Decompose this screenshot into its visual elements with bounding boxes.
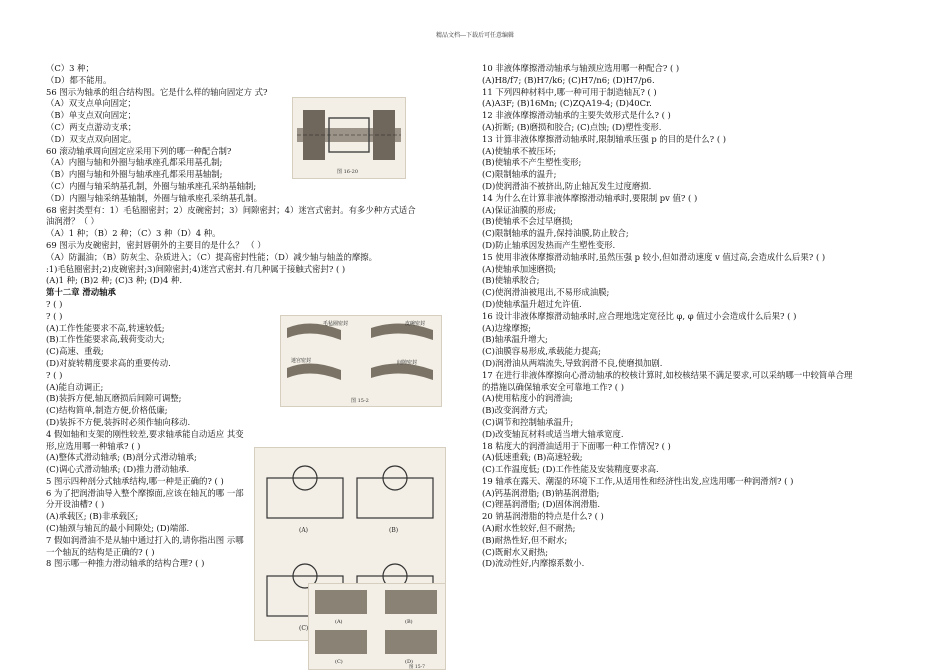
left-text-line: （C）两支点游动支承； bbox=[46, 121, 137, 132]
bearing-assembly-caption: 图 16-20 bbox=[337, 169, 359, 175]
left-text-line: （C）3 种； bbox=[46, 63, 94, 73]
left-text-line: 5 图示四种剖分式轴承结构,哪一种是正确的? ( ) bbox=[46, 475, 224, 486]
right-text-line: 18 粘度大的润滑油适用于下面哪一种工作情况? ( ) bbox=[482, 440, 671, 451]
right-text-line: (A)边缘摩擦; bbox=[482, 322, 531, 333]
seal-label-gap: 间隙密封 bbox=[397, 360, 418, 366]
left-text-line: (A)1 种; (B)2 种; (C)3 种; (D)4 种. bbox=[46, 275, 183, 286]
bush-caption: 图 15-7 bbox=[409, 665, 426, 669]
right-text-line: (D)使润滑油不被挤出,防止轴瓦发生过度磨损. bbox=[482, 180, 652, 191]
bearing-bush-figure bbox=[308, 583, 446, 670]
bearing-assembly-drawing bbox=[293, 98, 405, 178]
right-text-line: (B)耐热性好,但不耐水; bbox=[482, 534, 568, 545]
left-text-line: ? ( ) bbox=[46, 298, 63, 309]
left-text-line: (C)调心式滑动轴承; (D)推力滑动轴承. bbox=[46, 464, 190, 475]
left-text-line: 56 图示为轴承的组合结构图。它是什么样的轴向固定方 式? bbox=[46, 86, 268, 97]
left-text-line: （C）内圈与轴采纳基孔制，外圈与轴承座孔采纳基轴制; bbox=[46, 180, 257, 191]
left-text-line: 6 为了把润滑油导入整个摩擦面,应该在轴瓦的哪 一部 bbox=[46, 487, 244, 498]
seal-types-figure bbox=[280, 315, 442, 407]
right-text-line: (A)保证油膜的形成; bbox=[482, 204, 557, 215]
left-text-line: 60 滚动轴承周向固定应采用下列的哪一种配合制? bbox=[46, 145, 232, 156]
right-text-line: (C)限制轴承的温升; bbox=[482, 169, 557, 180]
seal-label-felt: 毛毡圈密封 bbox=[323, 321, 349, 327]
left-text-line: （B）内圈与轴和外圈与轴承座孔都采用基轴制; bbox=[46, 169, 223, 180]
right-text-line: 17 在进行非液体摩擦向心滑动轴承的校核计算时,如校核结果不满足要求,可以采纳哪一中较简单合理 bbox=[482, 369, 853, 380]
left-text-line: 分开设油槽? ( ) bbox=[46, 499, 105, 510]
right-text-line: (D)防止轴承因发热而产生塑性变形. bbox=[482, 239, 616, 250]
right-text-line: (B)使轴承胶合; bbox=[482, 275, 540, 286]
right-column bbox=[482, 63, 912, 570]
left-text-line: 8 图示哪一种推力滑动轴承的结构合理? ( ) bbox=[46, 558, 205, 569]
left-text-line: 69 图示为皮碗密封，密封唇朝外的主要目的是什么？ （ ） bbox=[46, 239, 266, 250]
right-text-line: (C)限制轴承的温升,保持油膜,防止胶合; bbox=[482, 228, 629, 239]
left-text-line: (C)结构简单,制造方便,价格低廉; bbox=[46, 405, 168, 416]
left-text-line: 68 密封类型有：1）毛毡圈密封；2）皮碗密封；3）间隙密封；4）迷宫式密封。有多少种方式适合 bbox=[46, 204, 416, 215]
right-text-line: 19 轴承在露天、潮湿的环境下工作,从适用性和经济性出发,应选用哪一种润滑剂? ( ) bbox=[482, 475, 794, 486]
left-text-line: ? ( ) bbox=[46, 369, 63, 380]
right-text-line: (C)油膜容易形成,承载能力提高; bbox=[482, 346, 601, 357]
left-text-line: ? ( ) bbox=[46, 310, 63, 321]
split-bearing-label-a: (A) bbox=[299, 527, 309, 534]
left-text-line: 7 假如润滑油不是从轴中通过打入的,请你指出图 示哪 bbox=[46, 534, 244, 545]
right-text-line: (C)工作温度低; (D)工作性能及安装精度要求高. bbox=[482, 464, 659, 475]
right-text-line: (D)润滑油从两端流失,导致润滑不良,使磨损加剧. bbox=[482, 357, 663, 368]
left-text-line: (C)轴颈与轴瓦的最小间隙处; (D)端部. bbox=[46, 523, 190, 534]
right-text-line: (D)改变轴瓦材料或适当增大轴承宽度. bbox=[482, 428, 624, 439]
right-text-line: (A)A3F; (B)16Mn; (C)ZQA19-4; (D)40Cr. bbox=[482, 98, 652, 109]
right-text-line: (A)使用粘度小的润滑油; bbox=[482, 393, 573, 404]
seal-label-lip: 皮碗密封 bbox=[405, 321, 426, 327]
left-text-line: （B）单支点双向固定； bbox=[46, 110, 136, 121]
right-text-line: 15 使用非液体摩擦滑动轴承时,虽然压强 p 较小,但如滑动速度 v 值过高,会造成什么后果? ( ) bbox=[482, 251, 826, 262]
bush-label-b: (B) bbox=[405, 619, 413, 625]
right-text-line: (B)改变润滑方式; bbox=[482, 405, 548, 416]
seal-label-labyrinth: 迷宫密封 bbox=[291, 358, 312, 364]
split-bearing-label-b: (B) bbox=[389, 527, 399, 534]
left-text-line: 第十二章 滑动轴承 bbox=[46, 287, 116, 298]
right-text-line: (C)调节和控制轴承温升; bbox=[482, 416, 574, 427]
left-text-line: （A）防漏油；（B）防灰尘、杂质进入；（C）提高密封性能；（D）减少轴与轴盖的摩擦。 bbox=[46, 251, 377, 262]
right-text-line: 13 计算非液体摩擦滑动轴承时,限制轴承压强 p 的目的是什么? ( ) bbox=[482, 133, 727, 144]
left-text-line: 4 假如轴和支架的刚性较差,要求轴承能自动适应 其变 bbox=[46, 428, 244, 439]
left-text-line: 油润滑？（ ） bbox=[46, 216, 99, 227]
left-text-line: 形,应选用哪一种轴承? ( ) bbox=[46, 440, 141, 451]
left-text-line: (A)整体式滑动轴承; (B)剖分式滑动轴承; bbox=[46, 452, 197, 463]
left-text-line: (B)装拆方便,轴瓦磨损后间隙可调整; bbox=[46, 393, 182, 404]
right-text-line: 12 非液体摩擦滑动轴承的主要失效形式是什么? ( ) bbox=[482, 110, 671, 121]
left-text-line: (B)工作性能要求高,载荷变动大; bbox=[46, 334, 165, 345]
right-text-line: (A)折断; (B)磨损和胶合; (C)点蚀; (D)塑性变形. bbox=[482, 121, 662, 132]
left-text-line: （A）内圈与轴和外圈与轴承座孔都采用基孔制; bbox=[46, 157, 223, 168]
seal-caption: 图 15-2 bbox=[351, 398, 369, 404]
right-text-line: (B)使轴承不产生塑性变形; bbox=[482, 157, 582, 168]
left-text-line: (D)对旋转精度要求高的重要传动. bbox=[46, 357, 171, 368]
right-text-line: (B)使轴承不会过早磨损; bbox=[482, 216, 573, 227]
right-text-line: (D)流动性好,内摩擦系数小. bbox=[482, 558, 585, 569]
right-text-line: (A)钙基润滑脂; (B)钠基润滑脂; bbox=[482, 487, 600, 498]
left-text-line: :1)毛毡圈密封;2)皮碗密封;3)间隙密封;4)迷宫式密封.有几种属于接触式密封? ( ) bbox=[46, 263, 346, 274]
right-text-line: 20 钠基润滑脂的特点是什么? ( ) bbox=[482, 511, 604, 522]
left-text-line: 一个轴瓦的结构是正确的? ( ) bbox=[46, 546, 155, 557]
split-bearing-label-c: (C) bbox=[299, 625, 309, 632]
left-text-line: （D）都不能用。 bbox=[46, 74, 112, 85]
right-text-line: (A)低速重载; (B)高速轻载; bbox=[482, 452, 583, 463]
right-text-line: (A)使轴承加速磨损; bbox=[482, 263, 557, 274]
page-header: 精品文档---下载后可任意编辑 bbox=[435, 32, 515, 39]
bush-label-d: (D) bbox=[405, 659, 413, 665]
left-text-line: (A)承载区; (B)非承载区; bbox=[46, 511, 139, 522]
left-text-line: (A)能自动调正; bbox=[46, 381, 104, 392]
seal-types-drawing bbox=[281, 316, 441, 406]
right-text-line: (C)使润滑油被甩出,不易形成油膜; bbox=[482, 287, 610, 298]
right-text-line: 的措施以确保轴承安全可靠地工作? ( ) bbox=[482, 381, 624, 392]
right-text-line: 11 下列四种材料中,哪一种可用于制造轴瓦? ( ) bbox=[482, 86, 657, 97]
bush-label-c: (C) bbox=[335, 659, 343, 665]
right-text-line: (D)使轴承温升超过允许值. bbox=[482, 298, 582, 309]
right-text-line: 10 非液体摩擦滑动轴承与轴颈应选用哪一种配合? ( ) bbox=[482, 63, 680, 73]
right-text-line: (C)锂基润滑脂; (D)固体润滑脂. bbox=[482, 499, 601, 510]
right-text-line: (B)轴承温升增大; bbox=[482, 334, 548, 345]
right-text-line: (A)耐水性较好,但不耐热; bbox=[482, 523, 576, 534]
left-text-line: (A)工作性能要求不高,转速较低; bbox=[46, 322, 165, 333]
right-text-line: (A)使轴承不被压坏; bbox=[482, 145, 557, 156]
right-text-line: 16 设计非液体摩擦滑动轴承时,应合理地选定宽径比 φ, φ 值过小会造成什么后果? ( ) bbox=[482, 310, 797, 321]
left-text-line: （D）内圈与轴采纳基轴制，外圈与轴承座孔采纳基孔制。 bbox=[46, 192, 263, 203]
right-text-line: 14 为什么在计算非液体摩擦滑动轴承时,要限制 pv 值? ( ) bbox=[482, 192, 698, 203]
left-text-line: （A）1 种；（B）2 种；（C）3 种（D）4 种。 bbox=[46, 228, 221, 239]
right-text-line: (C)既耐水又耐热; bbox=[482, 546, 549, 557]
bearing-bush-drawing bbox=[309, 584, 445, 669]
bearing-assembly-figure bbox=[292, 97, 406, 179]
bush-label-a: (A) bbox=[335, 619, 343, 625]
left-text-line: (D)装拆不方便,装拆时必须作轴向移动. bbox=[46, 416, 191, 427]
left-text-line: （D）双支点双向固定。 bbox=[46, 133, 137, 144]
left-text-line: (C)高速、重载; bbox=[46, 346, 104, 357]
left-text-line: （A）双支点单向固定； bbox=[46, 98, 136, 109]
right-text-line: (A)H8/f7; (B)H7/k6; (C)H7/n6; (D)H7/p6. bbox=[482, 74, 655, 85]
